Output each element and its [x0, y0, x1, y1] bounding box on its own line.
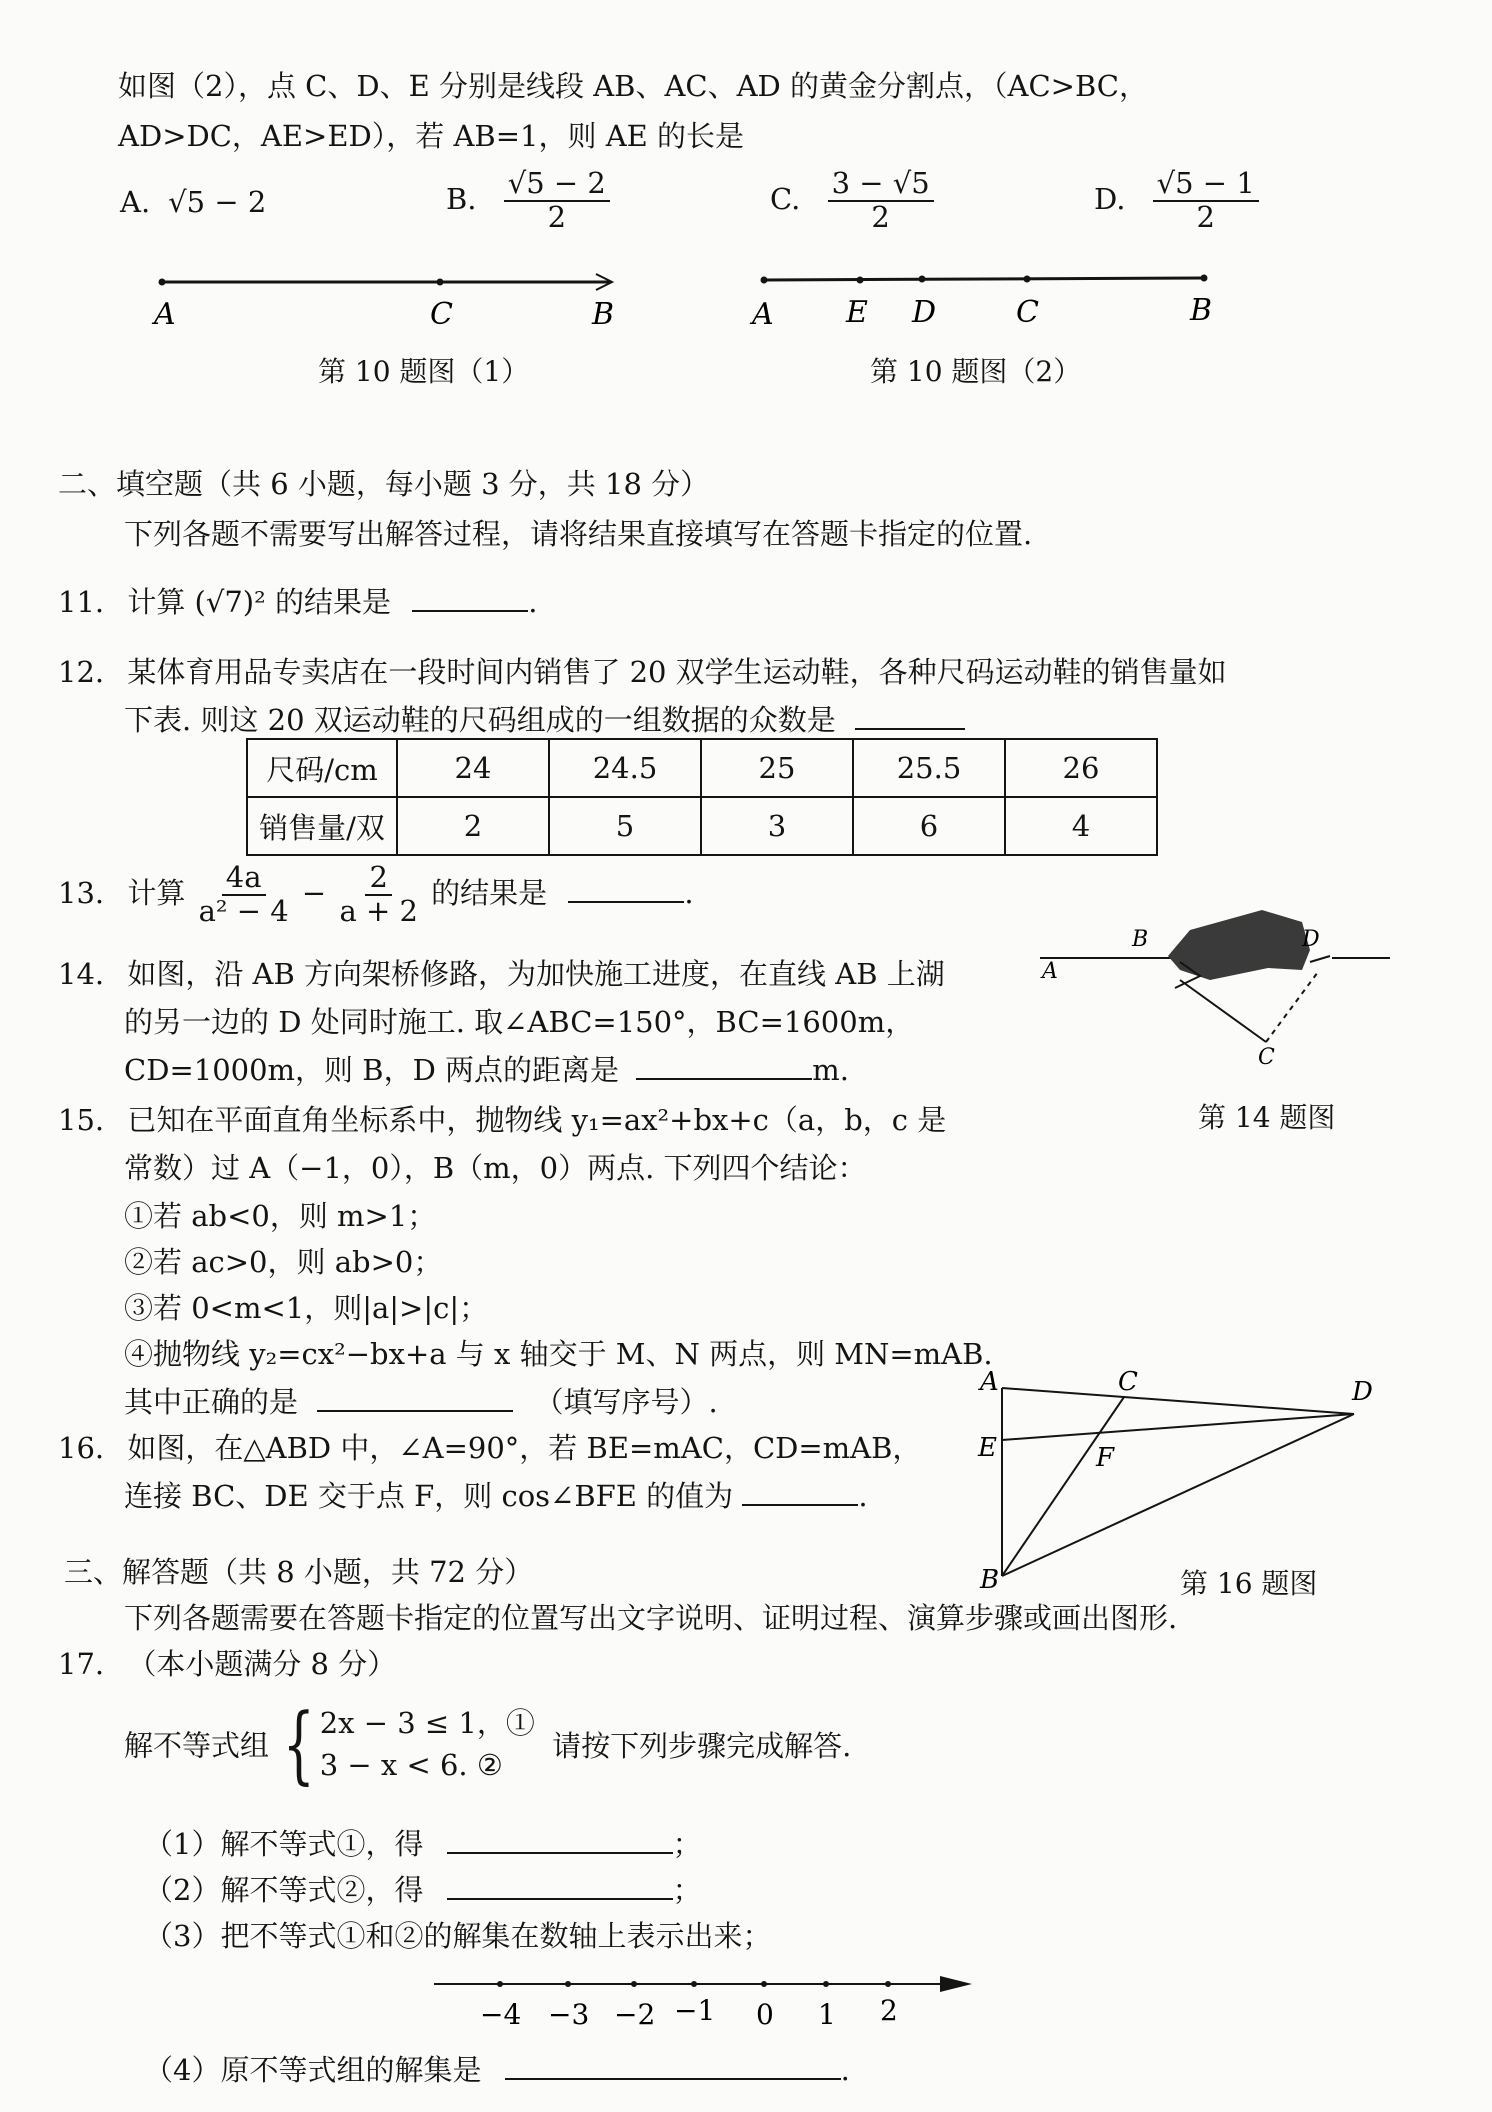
answer-blank[interactable] [742, 1474, 858, 1506]
point-a [159, 279, 166, 286]
option-letter: A. [120, 185, 151, 219]
q15-conclusion-4: ④抛物线 y₂=cx²−bx+a 与 x 轴交于 M、N 两点，则 MN=mAB. [124, 1337, 993, 1371]
q10-option-b[interactable] [446, 168, 610, 234]
point-a [761, 277, 768, 284]
tick-label: 2 [880, 1994, 898, 2027]
table-header-cell: 尺码/cm [247, 739, 397, 797]
q16-figure-caption: 第 16 题图 [1180, 1567, 1318, 1600]
step-text: （2）解不等式②，得 [144, 1873, 424, 1907]
q14-figure-caption: 第 14 题图 [1198, 1101, 1336, 1134]
q14-text-line1: 如图，沿 AB 方向架桥修路，为加快施工进度，在直线 AB 上湖 [127, 957, 945, 991]
q15-conclusion-1: ①若 ab<0，则 m>1； [124, 1199, 437, 1233]
inequality-lines [320, 1702, 535, 1786]
answer-blank[interactable] [317, 1380, 513, 1412]
q10-figure-1-caption: 第 10 题图（1） [318, 355, 530, 388]
axis-arrow-icon [940, 1976, 972, 1992]
label-c: C [1118, 1368, 1138, 1397]
label-a: A [154, 297, 176, 332]
question-number: 13. [58, 875, 105, 910]
side-bd [1002, 1414, 1354, 1576]
section3-title: 三、解答题（共 8 小题，共 72 分） [64, 1555, 534, 1589]
label-c: C [1016, 295, 1039, 330]
label-c: C [1258, 1045, 1275, 1070]
step-end: ； [672, 1873, 702, 1907]
table-cell: 3 [701, 797, 853, 855]
side-ad [1002, 1388, 1354, 1414]
answer-blank[interactable] [412, 580, 528, 612]
q12-line2 [124, 698, 965, 739]
q17-step-1 [144, 1822, 702, 1863]
q11 [58, 580, 537, 621]
table-cell: 2 [397, 797, 549, 855]
table-header-cell: 销售量/双 [247, 797, 397, 855]
option-fraction [504, 168, 610, 234]
q17-number-line [428, 1962, 988, 2038]
question-number: 15. [58, 1103, 105, 1137]
label-d: D [1302, 927, 1320, 952]
label-d: D [912, 295, 937, 330]
point-d [919, 276, 926, 283]
table-row [247, 797, 1157, 855]
q16-figure [970, 1368, 1380, 1592]
q10-figure-2-caption: 第 10 题图（2） [870, 355, 1082, 388]
q16-line2 [124, 1474, 868, 1515]
q14-line1 [58, 952, 945, 993]
q13 [58, 862, 694, 928]
q15-answer-post: （填写序号）. [534, 1385, 718, 1419]
table-cell: 24.5 [549, 739, 701, 797]
point-c [1024, 276, 1031, 283]
fraction-numerator: √5 − 2 [504, 168, 610, 202]
table-cell: 4 [1005, 797, 1157, 855]
minus-sign: − [301, 875, 327, 910]
question-number: 11. [58, 585, 105, 619]
q15-line1 [58, 1098, 946, 1139]
label-a: A [980, 1368, 999, 1397]
q14-unit: m. [812, 1053, 849, 1087]
q17-points: （本小题满分 8 分） [127, 1647, 397, 1681]
option-fraction [828, 168, 934, 234]
answer-blank[interactable] [447, 1822, 673, 1854]
label-c: C [430, 297, 453, 332]
step-end: . [840, 2053, 850, 2087]
fraction-1 [195, 862, 293, 928]
q11-text: 计算 (√7)² 的结果是 [127, 585, 391, 619]
table-cell: 26 [1005, 739, 1157, 797]
segment-bc [1180, 980, 1266, 1042]
q10-stem-line1: 如图（2），点 C、D、E 分别是线段 AB、AC、AD 的黄金分割点，（AC>BC， [118, 69, 1148, 103]
table-cell: 5 [549, 797, 701, 855]
step-end: ； [672, 1827, 702, 1861]
label-a: A [752, 297, 774, 330]
q17-system [124, 1695, 852, 1794]
table-cell: 6 [853, 797, 1005, 855]
question-number: 14. [58, 957, 105, 991]
q12-text-line1: 某体育用品专卖店在一段时间内销售了 20 双学生运动鞋，各种尺码运动鞋的销售量如 [127, 655, 1227, 689]
q11-end: . [528, 585, 538, 619]
section2-title: 二、填空题（共 6 小题，每小题 3 分，共 18 分） [58, 467, 710, 501]
label-b: B [1132, 927, 1149, 952]
tick-label: −4 [480, 1998, 522, 2031]
segment-cd [1266, 972, 1318, 1042]
fraction-2 [335, 862, 421, 928]
answer-blank[interactable] [636, 1048, 812, 1080]
step-text: （4）原不等式组的解集是 [144, 2053, 482, 2087]
q16-text-line1: 如图，在△ABD 中，∠A=90°，若 BE=mAC，CD=mAB， [127, 1431, 922, 1465]
q13-post: 的结果是 [431, 875, 548, 910]
q15-answer-pre: 其中正确的是 [124, 1385, 299, 1419]
point-c [437, 279, 444, 286]
tick-label: −2 [614, 1998, 656, 2031]
q10-figure-2 [742, 260, 1222, 330]
label-e: E [978, 1433, 997, 1463]
segment-de [1002, 1414, 1354, 1440]
q17-step-4 [144, 2048, 850, 2089]
d-connector [1310, 956, 1330, 962]
q15-text-line1: 已知在平面直角坐标系中，抛物线 y₁=ax²+bx+c（a，b，c 是 [127, 1103, 947, 1137]
option-letter: D. [1094, 181, 1126, 216]
q14-line3 [124, 1048, 849, 1089]
q10-figure-1 [140, 262, 630, 332]
option-fraction [1153, 168, 1259, 234]
q17-post: 请按下列步骤完成解答. [552, 1728, 852, 1763]
q15-conclusion-2: ②若 ac>0，则 ab>0； [124, 1245, 443, 1279]
q13-pre: 计算 [127, 875, 186, 910]
q12-text-line2: 下表. 则这 20 双运动鞋的尺码组成的一组数据的众数是 [124, 703, 836, 737]
q10-option-c[interactable] [770, 168, 934, 234]
fraction-numerator: 2 [365, 862, 391, 896]
fraction-numerator: √5 − 1 [1153, 168, 1259, 202]
answer-blank[interactable] [505, 2048, 841, 2080]
table-cell: 25.5 [853, 739, 1005, 797]
question-number: 17. [58, 1647, 105, 1681]
q17-step-2 [144, 1868, 702, 1909]
option-letter: B. [446, 181, 477, 216]
inequality-system [278, 1695, 535, 1794]
q12-size-table [246, 738, 1158, 856]
fraction-denominator: 2 [1196, 199, 1215, 234]
tick-label: 1 [818, 1998, 836, 2031]
q17-step-3: （3）把不等式①和②的解集在数轴上表示出来； [144, 1919, 772, 1953]
q15-conclusion-3: ③若 0<m<1，则|a|>|c|； [124, 1291, 489, 1325]
q15-text-line2: 常数）过 A（−1，0），B（m，0）两点. 下列四个结论： [124, 1151, 867, 1185]
q17-head [58, 1642, 396, 1683]
fraction-denominator: a² − 4 [198, 893, 289, 928]
step-text: （1）解不等式①，得 [144, 1827, 424, 1861]
section3-instruction: 下列各题需要在答题卡指定的位置写出文字说明、证明过程、演算步骤或画出图形. [124, 1601, 1178, 1635]
fraction-denominator: 2 [547, 199, 567, 234]
q12-line1 [58, 650, 1227, 691]
q13-end: . [684, 875, 694, 910]
label-b: B [592, 297, 615, 332]
q14-text-line2: 的另一边的 D 处同时施工. 取∠ABC=150°，BC=1600m， [124, 1005, 915, 1039]
inequality-1: 2x − 3 ≤ 1，① [319, 1706, 535, 1740]
q14-figure [1040, 900, 1400, 1070]
label-b: B [1190, 293, 1213, 328]
q14-text-line3: CD=1000m，则 B，D 两点的距离是 [124, 1053, 620, 1087]
table-cell: 24 [397, 739, 549, 797]
fraction-denominator: a + 2 [339, 893, 418, 928]
label-b: B [980, 1565, 1000, 1592]
point-b [1201, 275, 1208, 282]
table-cell: 25 [701, 739, 853, 797]
option-value: √5 − 2 [168, 185, 267, 219]
q15-answer-line [124, 1380, 718, 1421]
fraction-denominator: 2 [871, 199, 890, 234]
question-number: 12. [58, 655, 105, 689]
q17-pre: 解不等式组 [124, 1728, 270, 1763]
option-letter: C. [770, 181, 801, 216]
answer-blank[interactable] [855, 698, 965, 730]
segment-bc [1002, 1397, 1124, 1576]
point-e [857, 277, 864, 284]
label-a: A [1042, 959, 1058, 984]
label-f: F [1096, 1443, 1115, 1473]
tick-label: −1 [674, 1994, 716, 2027]
fraction-numerator: 4a [222, 862, 266, 896]
q10-option-a[interactable] [120, 185, 266, 219]
tick-label: −3 [548, 1998, 590, 2031]
tick-label: 0 [756, 1998, 774, 2031]
q10-option-d[interactable] [1094, 168, 1259, 234]
answer-blank[interactable] [568, 871, 684, 903]
q16-line1 [58, 1426, 921, 1467]
label-e: E [846, 295, 868, 330]
brace-icon: { [282, 1695, 315, 1794]
table-row [247, 739, 1157, 797]
label-d: D [1352, 1377, 1373, 1407]
q16-end: . [858, 1479, 868, 1513]
section2-instruction: 下列各题不需要写出解答过程，请将结果直接填写在答题卡指定的位置. [124, 517, 1033, 551]
fraction-numerator: 3 − √5 [828, 168, 934, 202]
question-number: 16. [58, 1431, 105, 1465]
inequality-2: 3 − x < 6. ② [319, 1748, 503, 1783]
segment-ab [764, 278, 1204, 280]
answer-blank[interactable] [447, 1868, 673, 1900]
q16-text-line2: 连接 BC、DE 交于点 F，则 cos∠BFE 的值为 [124, 1479, 734, 1513]
q10-stem-line2: AD>DC，AE>ED），若 AB=1，则 AE 的长是 [118, 119, 745, 153]
